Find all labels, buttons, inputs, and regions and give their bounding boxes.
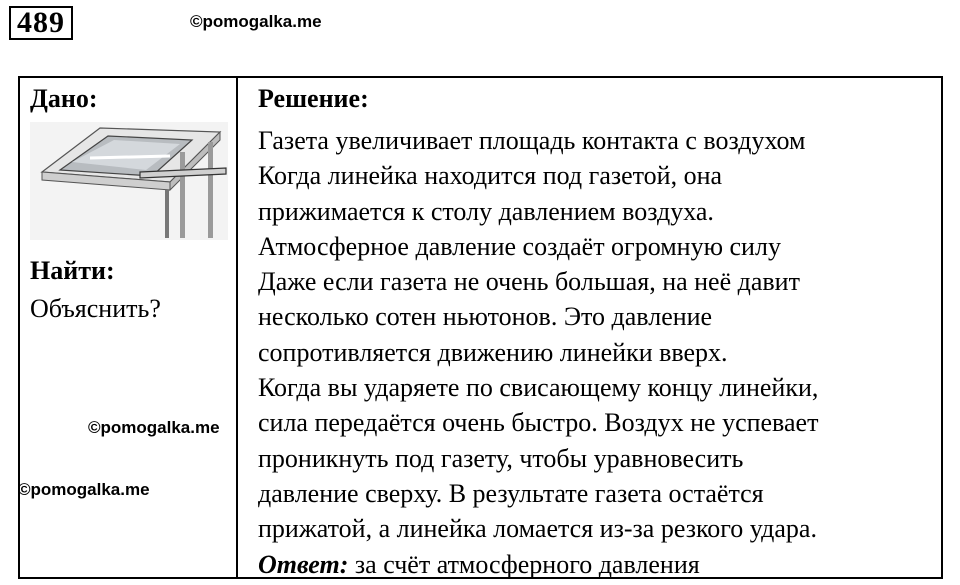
answer-text: за счёт атмосферного давления [348,549,700,579]
solution-heading: Решение: [258,84,369,113]
solution-line: Атмосферное давление создаёт огромную силу [258,231,781,261]
answer-line [258,547,942,582]
solution-line: Даже если газета не очень большая, на неё давит [258,267,800,297]
find-heading: Найти: [30,256,115,285]
solution-line: проникнуть под газету, чтобы уравновесить [258,443,744,473]
answer-label: Ответ: [258,549,349,579]
solution-line: несколько сотен ньютонов. Это давление [258,302,713,332]
solution-line: сопротивляется движению линейки вверх. [258,337,728,367]
solution-line: Когда вы ударяете по свисающему концу линейки, [258,373,819,403]
solution-line: Когда линейка находится под газетой, она [258,161,723,191]
solution-line: давление сверху. В результате газета остаётся [258,478,764,508]
solution-table [18,76,943,579]
table-newspaper-ruler-illustration [30,122,228,240]
solution-line: сила передаётся очень быстро. Воздух не успевает [258,408,819,438]
watermark-middle: ©pomogalka.me [88,418,220,437]
watermark-lower: ©pomogalka.me [18,480,150,499]
given-heading: Дано: [30,84,98,113]
watermark-top: ©pomogalka.me [190,12,322,31]
solution-line: прижатой, а линейка ломается из-за резкого удара. [258,514,817,544]
solution-text [258,123,942,582]
solution-line: Газета увеличивает площадь контакта с воздухом [258,126,806,155]
solution-line: прижимается к столу давлением воздуха. [258,196,714,226]
column-divider [236,78,238,577]
find-text: Объяснить? [30,294,161,323]
problem-number: 489 [9,6,73,40]
